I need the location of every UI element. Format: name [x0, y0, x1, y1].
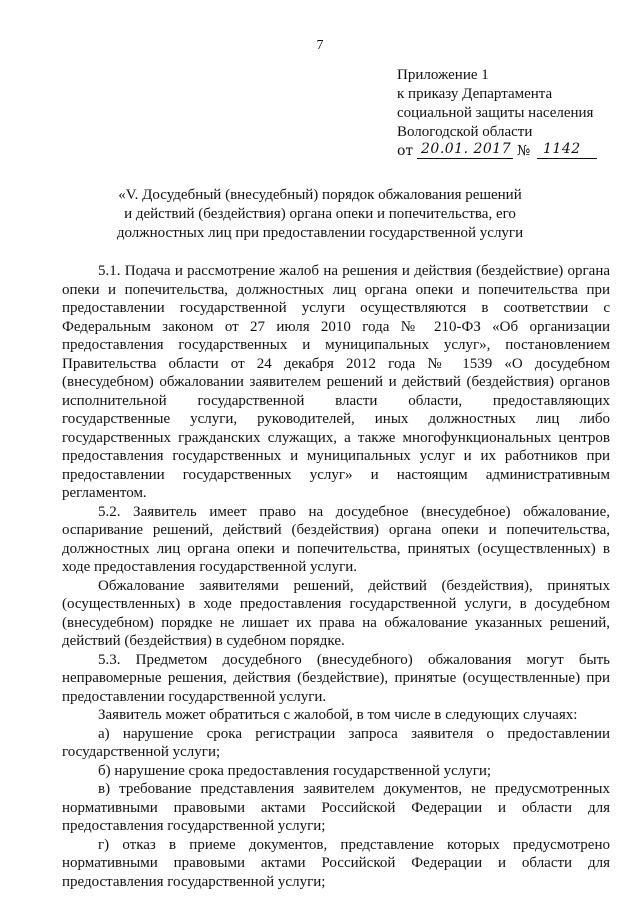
- handwritten-number: 1142: [543, 141, 581, 157]
- paragraph-5-2: 5.2. Заявитель имеет право на досудебное (внесудебное) обжалование, оспаривание решений, действий (бездействия) органа опеки и попечительства, должностных лиц органа опеки и попечительства, принятых (осуществленных) в ходе предоставления государственной услуги.: [62, 503, 610, 575]
- appendix-block: [397, 66, 627, 162]
- list-item-a: а) нарушение срока регистрации запроса заявителя о предоставлении государственной услуги;: [62, 725, 610, 760]
- paragraph-cases-intro: Заявитель может обратиться с жалобой, в том числе в следующих случаях:: [98, 707, 578, 723]
- section-title-line-1: «V. Досудебный (внесудебный) порядок обжалования решений: [118, 187, 522, 203]
- paragraph-appeal-rights: Обжалование заявителями решений, действий (бездействия), принятых (осуществленных) в ходе предоставления государственной услуги, в досудебном (внесудебном) порядке не лишает их права на обжалование указанных решений, действий (бездействия) в судебном порядке.: [62, 577, 610, 649]
- section-title: [0, 186, 640, 243]
- appendix-line-1: Приложение 1: [397, 67, 489, 83]
- paragraph-5-3: 5.3. Предметом досудебного (внесудебного) обжалования могут быть неправомерные решения, действия (бездействие), принятые (осуществленные) при предоставлении государственной услуги.: [62, 651, 610, 705]
- list-item-v: в) требование представления заявителем документов, не предусмотренных нормативными правовыми актами Российской Федерации и области для предоставления государственной услуги;: [62, 781, 610, 834]
- section-title-line-2: и действий (бездействия) органа опеки и попечительства, его: [124, 206, 516, 222]
- paragraph-5-1: 5.1. Подача и рассмотрение жалоб на решения и действия (бездействие) органа опеки и попечительства, должностных лиц органа опеки и попечительства при предоставлении государственной услуги осуществляются в соответствии с Федеральным законом от 27 июля 2010 года № 210-ФЗ «Об организации предоставления государственных и муниципальных услуг», постановлением Правительства области от 24 декабря 2012 года № 1539 «О досудебном (внесудебном) обжаловании заявителем решений и действий (бездействия) органов исполнительной государственной власти области, предоставляющих государственные услуги, руководителей, иных должностных лиц либо государственных гражданских служащих, а также многофункциональных центров предоставления государственных и муниципальных услуг и их работников при предоставлении государственных услуг» и настоящим административным регламентом.: [62, 263, 610, 501]
- appendix-line-3: социальной защиты населения: [397, 105, 594, 121]
- page-number: 7: [316, 38, 324, 53]
- number-label: №: [517, 143, 531, 159]
- list-item-g: г) отказ в приеме документов, представление которых предусмотрено нормативными правовыми актами Российской Федерации и области для предоставления государственной услуги;: [62, 836, 610, 890]
- appendix-line-4: Вологодской области: [397, 124, 533, 140]
- handwritten-date: 20.01. 2017: [421, 141, 512, 157]
- section-title-line-3: должностных лиц при предоставлении государственной услуги: [116, 225, 524, 241]
- list-item-b: б) нарушение срока предоставления государственной услуги;: [98, 762, 492, 779]
- appendix-date-number-line: [397, 142, 627, 162]
- appendix-line-2: к приказу Департамента: [397, 86, 553, 102]
- body-text: [62, 262, 610, 891]
- from-label: от: [397, 143, 414, 159]
